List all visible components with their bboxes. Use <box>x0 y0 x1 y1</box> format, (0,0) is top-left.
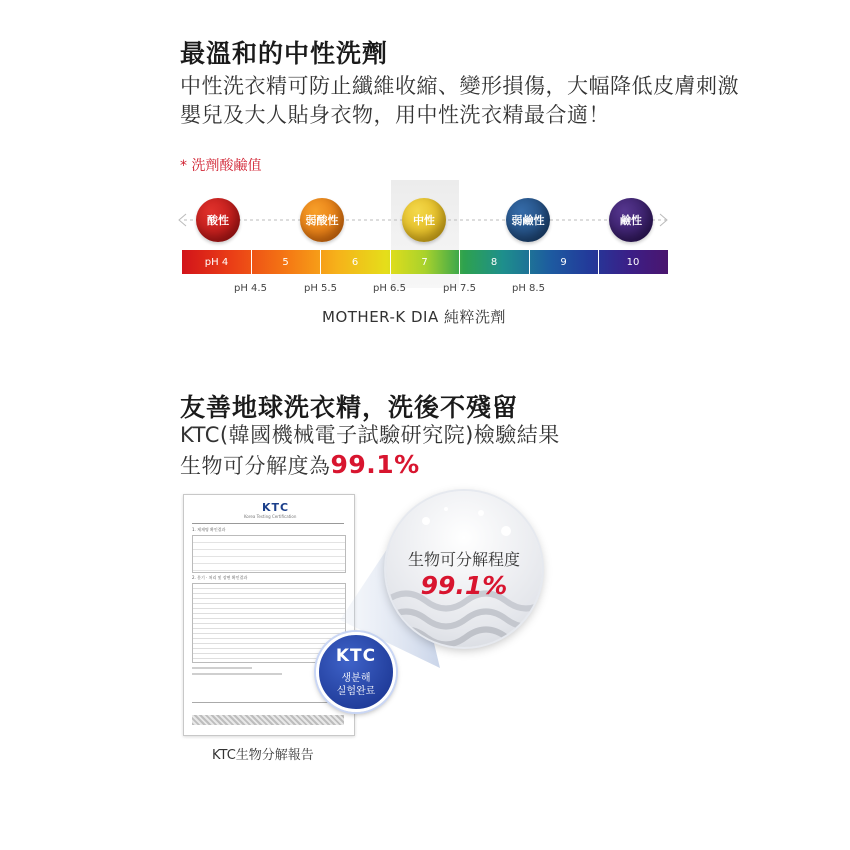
magnifier-title: 生物可分解程度 <box>407 550 520 569</box>
badge-line2: 실험완료 <box>336 686 376 697</box>
badge-line1: 생분해 <box>341 673 371 684</box>
ph-segment: 7 <box>421 256 428 268</box>
ph-segment: 5 <box>282 256 289 268</box>
ph-marker-weak-alkali: 弱鹼性 <box>506 198 550 242</box>
ph-segment: 10 <box>626 256 640 268</box>
ph-segment: 8 <box>490 256 498 268</box>
section2-title: 友善地球洗衣精，洗後不殘留 <box>180 393 519 422</box>
ph-sublabel: pH 4.5 <box>234 283 267 294</box>
report-footer-strip <box>192 715 344 725</box>
magnifier-circle <box>386 491 542 647</box>
ph-segment: 6 <box>351 256 359 268</box>
ph-marker-acid: 酸性 <box>196 198 240 242</box>
ph-segment: pH 4 <box>204 256 229 268</box>
section2-line2-prefix: 生物可分解度為 <box>180 454 331 478</box>
badge-logo: KTC <box>335 646 377 666</box>
report-logo: KTC <box>262 501 290 514</box>
report-logo-sub: Korea Testing Certification <box>244 514 297 519</box>
ph-marker-weak-acid: 弱酸性 <box>300 198 344 242</box>
ph-note: * 洗劑酸鹼值 <box>180 158 262 174</box>
section1-desc-line1: 中性洗衣精可防止纖維收縮、變形損傷，大幅降低皮膚刺激 <box>180 74 739 98</box>
report-heading-1: 1. 제재명 확인결과 <box>192 527 226 532</box>
section2-line2 <box>180 450 420 481</box>
ph-sublabel: pH 8.5 <box>512 283 545 294</box>
ph-segment: 9 <box>560 256 567 268</box>
product-label: MOTHER-K DIA 純粹洗劑 <box>322 308 507 326</box>
section1-desc-line2: 嬰兒及大人貼身衣物，用中性洗衣精最合適！ <box>180 103 610 127</box>
report-heading-2: 2. 분기 · 처리 및 장면 확인결과 <box>192 575 248 580</box>
section1-title: 最溫和的中性洗劑 <box>180 39 389 68</box>
ph-marker-alkali: 鹼性 <box>609 198 653 242</box>
ph-sublabel: pH 7.5 <box>443 283 476 294</box>
ph-marker-neutral: 中性 <box>402 198 446 242</box>
magnifier-value: 99.1% <box>420 571 508 600</box>
section2-line1: KTC(韓國機械電子試驗研究院)檢驗結果 <box>180 423 560 447</box>
section2-value: 99.1% <box>330 450 420 479</box>
report-caption: KTC生物分解報告 <box>212 748 314 763</box>
ph-sublabel: pH 5.5 <box>304 283 337 294</box>
ph-sublabel: pH 6.5 <box>373 283 406 294</box>
